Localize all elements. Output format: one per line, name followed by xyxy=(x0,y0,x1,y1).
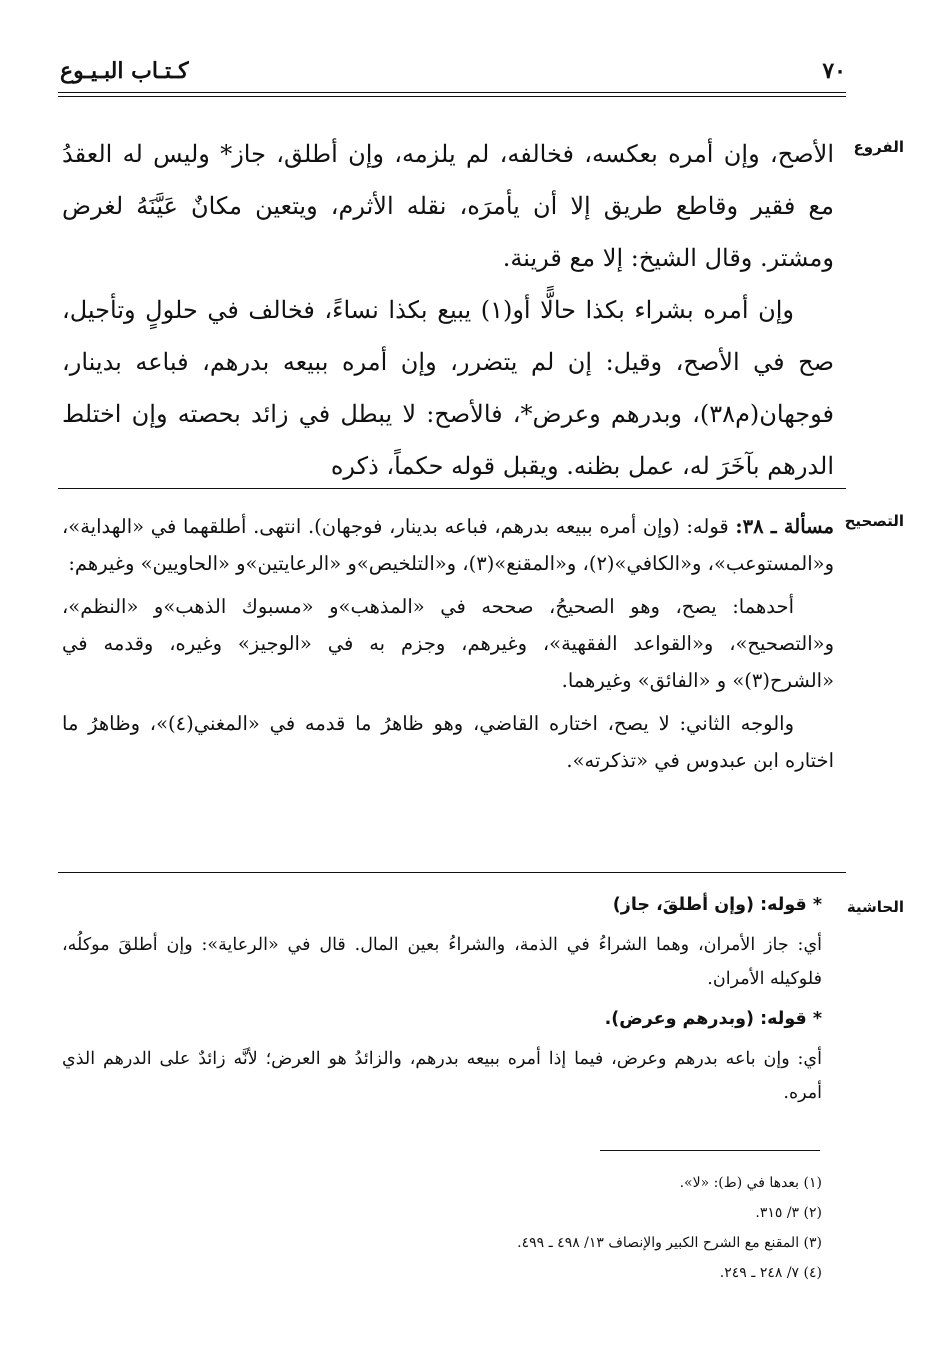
section-divider-1 xyxy=(58,488,846,489)
hashiya-quote-1: * قوله: (وإن أطلقَ، جاز) xyxy=(612,895,822,915)
footnotes xyxy=(500,1168,822,1288)
main-text xyxy=(62,128,834,492)
side-label-hashiya: الحاشية xyxy=(846,898,904,916)
footnote-3: (٣) المقنع مع الشرح الكبير والإنصاف ١٣/ ٤٩٨ ـ ٤٩٩. xyxy=(517,1235,822,1251)
masala-text: قوله: (وإن أمره ببيعه بدرهم، فباعه بدينار، فوجهان). انتهى. أطلقهما في «الهداية»، و«المستوعب»، و«الكافي»(٢)، و«المقنع»(٣)، و«التلخيص»و «الرعايتين»و «الحاويين» وغيرهم: xyxy=(62,515,834,575)
main-paragraph-2: وإن أمره بشراء بكذا حالًّا أو(١) يبيع بكذا نساءً، فخالف في حلولٍ وتأجيل، صح في الأصح، وقيل: إن لم يتضرر، وإن أمره ببيعه بدرهم، فباعه بدينار، فوجهان(م٣٨)، وبدرهم وعرض*، فالأصح: لا يبطل في زائد بحصته وإن اختلط الدرهم بآخَرَ له، عمل بظنه. ويقبل قوله حكماً، ذكره xyxy=(62,296,834,480)
tashih-paragraph-2: أحدهما: يصح، وهو الصحيحُ، صححه في «المذهب»و «مسبوك الذهب»و «النظم»، و«التصحيح»، و«القواعد الفقهية»، وغيرهم، وجزم به في «الوجيز» وغيره، وقدمه في «الشرح(٣)» و «الفائق» وغيرهما. xyxy=(62,595,834,692)
footnote-rule xyxy=(600,1150,820,1151)
hashiya-comment-2: أي: وإن باعه بدرهم وعرض، فيما إذا أمره ببيعه بدرهم، والزائدُ هو العرض؛ لأنَّه زائدٌ على الدرهم الذي أمره. xyxy=(62,1049,822,1103)
main-paragraph-1: الأصح، وإن أمره بعكسه، فخالفه، لم يلزمه، وإن أطلق، جاز* وليس له العقدُ مع فقير وقاطع طريق إلا أن يأمرَه، نقله الأثرم، ويتعين مكانٌ عَيَّنَهُ لغرض ومشتر. وقال الشيخ: إلا مع قرينة. xyxy=(62,140,834,272)
running-title: كـتـاب البـيـوع xyxy=(60,58,189,84)
tashih-paragraph-3: والوجه الثاني: لا يصح، اختاره القاضي، وهو ظاهرُ ما قدمه في «المغني(٤)»، وظاهرُ ما اختاره ابن عبدوس في «تذكرته». xyxy=(62,712,834,772)
footnote-1: (١) بعدها في (ط): «لا». xyxy=(679,1175,822,1191)
side-label-furu: الفروع xyxy=(853,138,904,156)
footnote-4: (٤) ٧/ ٢٤٨ ـ ٢٤٩. xyxy=(719,1265,822,1281)
masala-label: مسألة ـ ٣٨: xyxy=(735,515,834,538)
hashiya-quote-2: * قوله: (وبدرهم وعرض). xyxy=(604,1009,822,1029)
header-rule-thin xyxy=(58,96,846,97)
page-header xyxy=(60,58,846,92)
header-rule xyxy=(58,92,846,93)
section-divider-2 xyxy=(58,872,846,873)
footnote-2: (٢) ٣/ ٣١٥. xyxy=(755,1205,822,1221)
tashih-text xyxy=(62,508,834,785)
side-label-tashih: التصحيح xyxy=(844,512,904,530)
page-number: ٧٠ xyxy=(822,58,846,84)
hashiya-text xyxy=(62,888,822,1116)
hashiya-comment-1: أي: جاز الأمران، وهما الشراءُ في الذمة، والشراءُ بعين المال. قال في «الرعاية»: وإن أطلقَ موكلُه، فلوكيله الأمران. xyxy=(62,935,822,989)
tashih-paragraph-1 xyxy=(62,508,834,582)
